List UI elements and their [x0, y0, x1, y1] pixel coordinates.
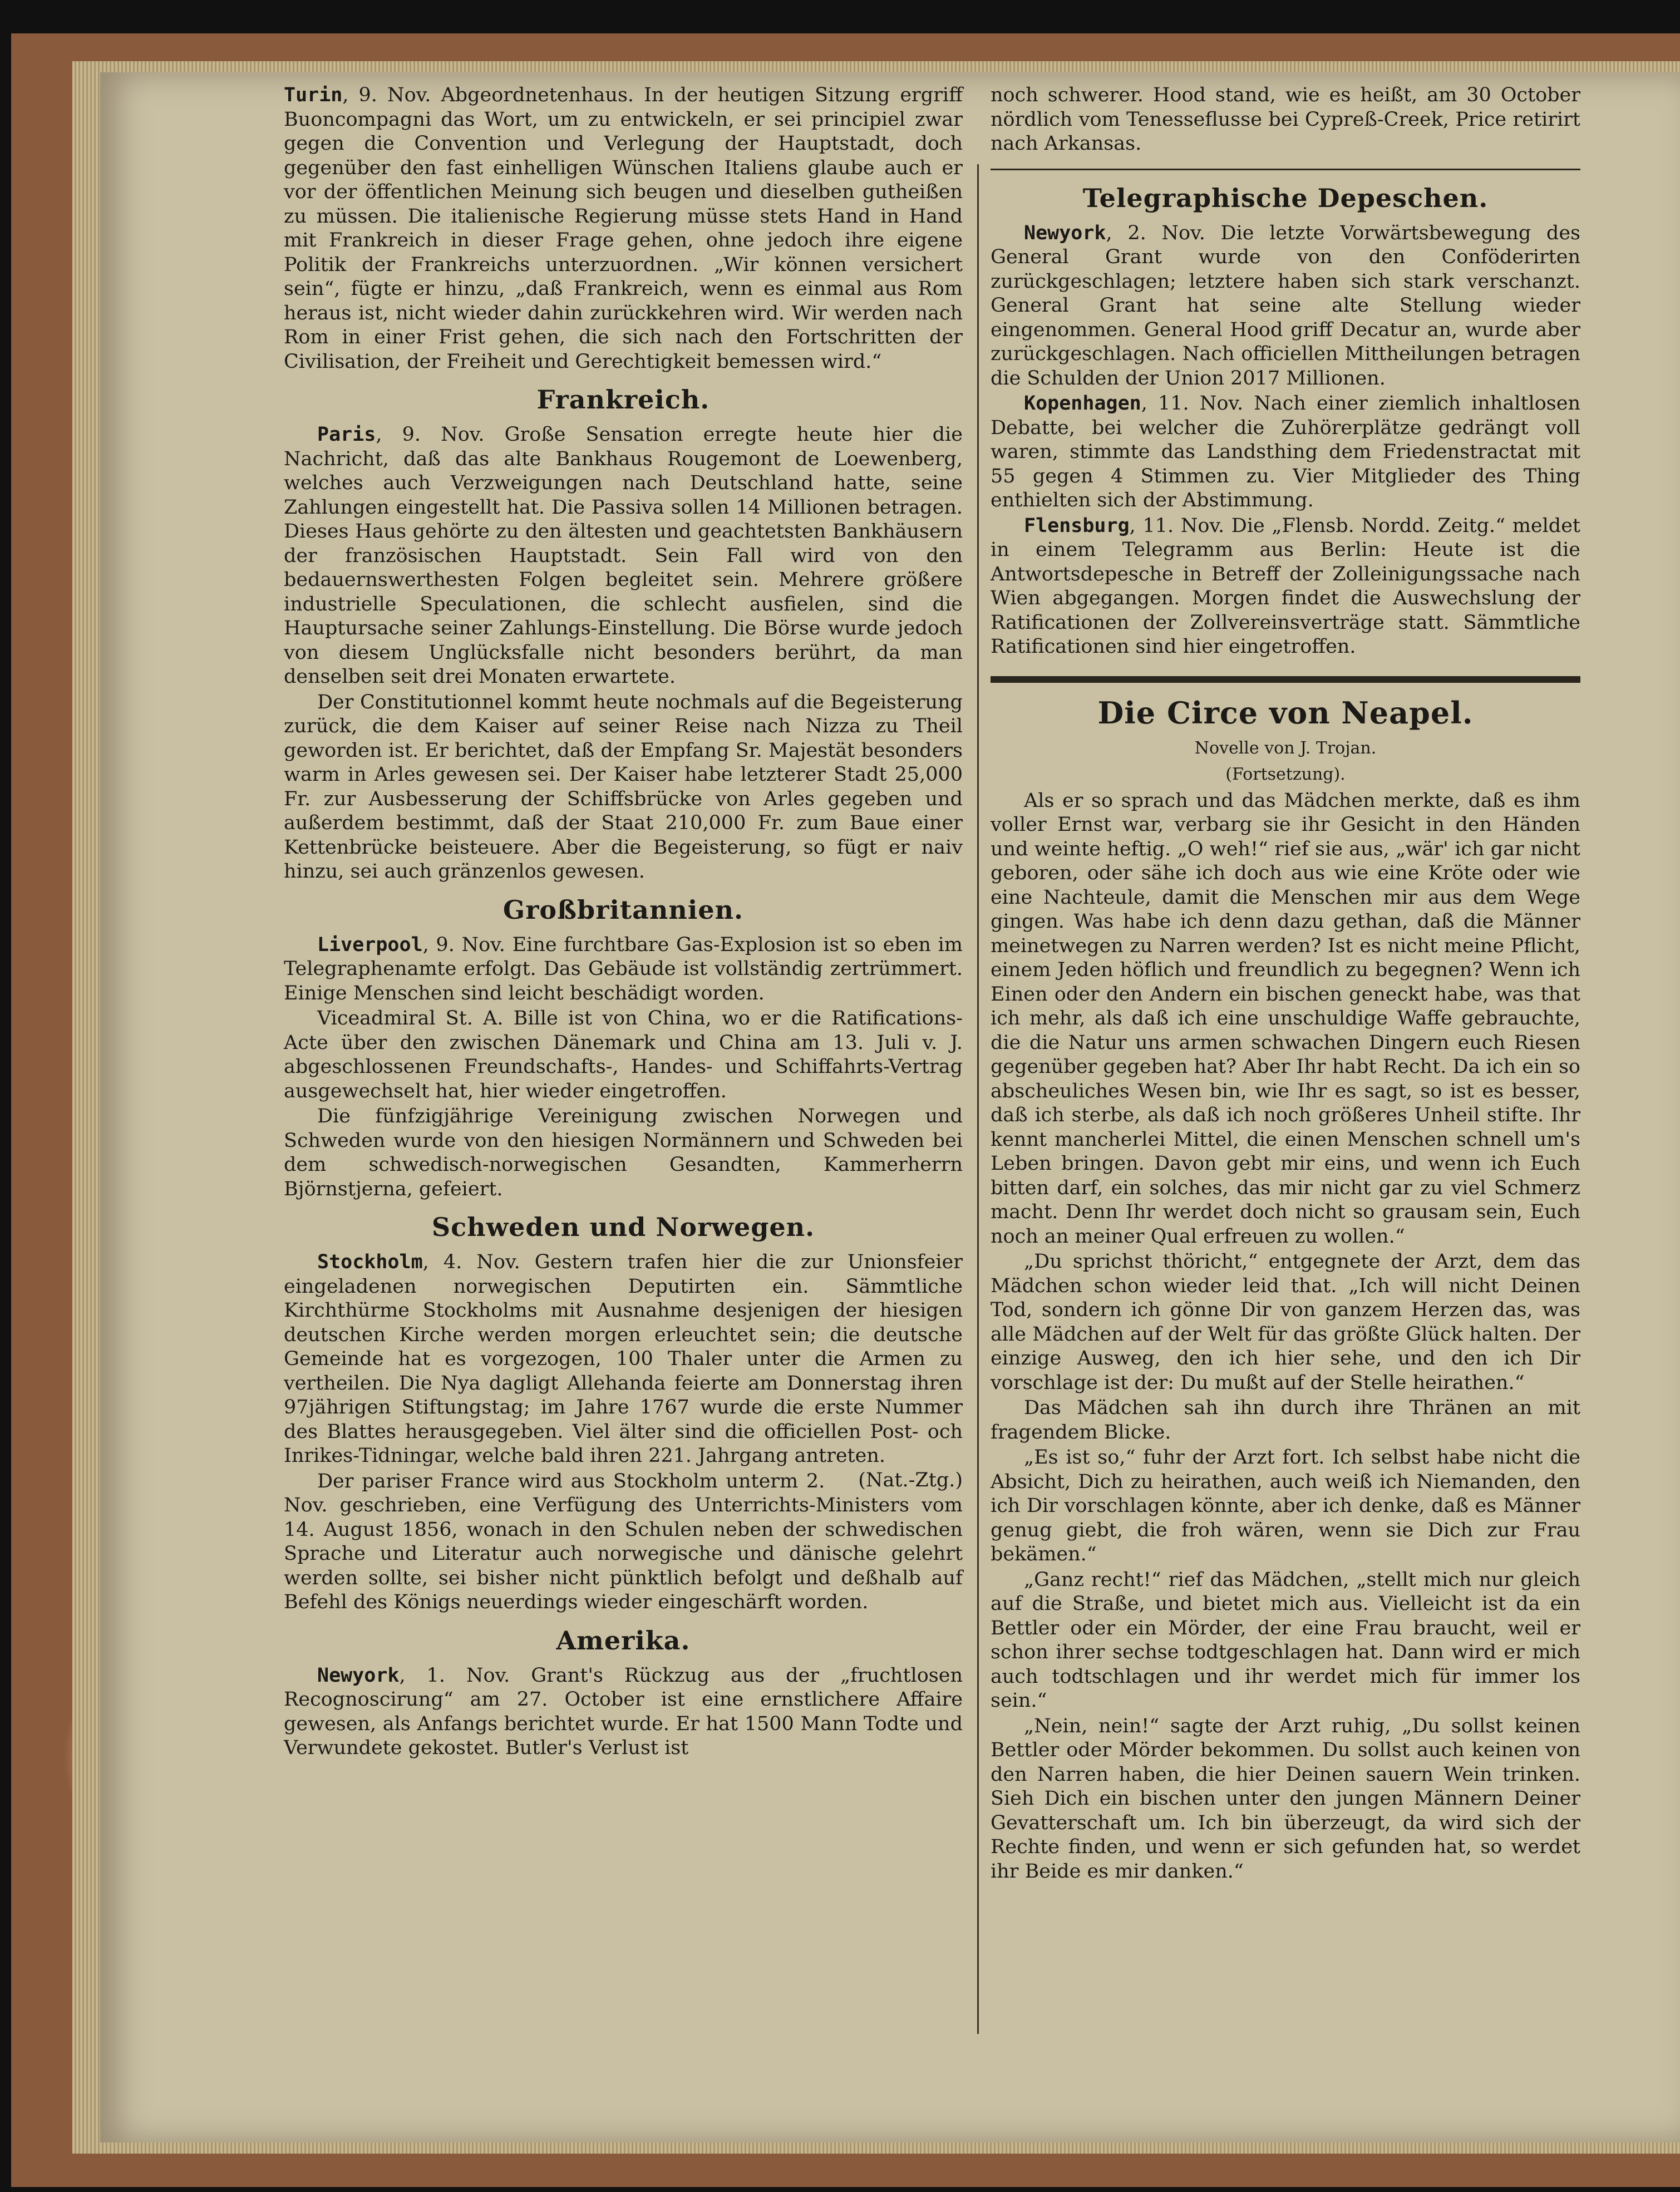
- novelle-paragraph: Das Mädchen sah ihn durch ihre Thränen an mit fragendem Blicke.: [991, 1397, 1580, 1444]
- place-paris: Paris: [317, 423, 376, 446]
- novelle-paragraph: „Du sprichst thöricht,“ entgegnete der Arzt, dem das Mädchen schon wieder leid that. „Ich will nicht Deinen Tod, sondern ich gönne Dir von ganzem Herzen das, was alle Mädchen auf der Welt für das größte Glück halten. Der einzige Ausweg, den ich hier sehe, und den ich Dir vorschlage ist der: Du mußt auf der Stelle heirathen.“: [991, 1250, 1580, 1394]
- liverpool-text: , 9. Nov. Eine furchtbare Gas-Explosion ist so eben im Telegraphenamte erfolgt. Das Gebäude ist vollständig zertrümmert. Einige Menschen sind leicht beschädigt worden.: [284, 933, 963, 1004]
- place-liverpool: Liverpool: [317, 933, 423, 956]
- novelle-paragraph: „Es ist so,“ fuhr der Arzt fort. Ich selbst habe nicht die Absicht, Dich zu heirathen, auch weiß ich Niemanden, den ich Dir vorschlagen könnte, aber ich denke, daß es Männer genug giebt, die froh wären, wenn sie Dich zur Frau bekämen.“: [991, 1446, 1580, 1565]
- heading-amerika: Amerika.: [556, 1625, 691, 1656]
- liverpool-article: [284, 933, 963, 1006]
- place-flensburg: Flensburg: [1024, 514, 1130, 537]
- novelle-title: Die Circe von Neapel.: [1097, 694, 1474, 731]
- column-divider: [977, 164, 979, 2034]
- novelle-paragraph: „Ganz recht!“ rief das Mädchen, „stellt mich nur gleich auf die Straße, und bietet mich aus. Vielleicht ist da ein Bettler oder ein Mörder, der eine Frau braucht, weil er schon ihrer sechse todtgeschlagen hat. Dann wird er mich auch todtschlagen und ihr werdet mich für immer los sein.“: [991, 1568, 1580, 1712]
- continuation-text: noch schwerer. Hood stand, wie es heißt, am 30 October nördlich vom Tenesseflusse bei Cypreß-Creek, Price retirirt nach Arkansas.: [991, 84, 1580, 155]
- place-kopenhagen: Kopenhagen: [1024, 392, 1141, 415]
- bille-article: Viceadmiral St. A. Bille ist von China, wo er die Ratifications-Acte über den zwischen Dänemark und China am 13. Juli v. J. abgeschlossenen Freundschafts-, Handes- und Schiffahrts-Vertrag ausgewechselt hat, hier wieder eingetroffen.: [284, 1007, 963, 1102]
- novelle-fortsetzung: (Fortsetzung).: [1225, 765, 1346, 784]
- section-rule: [991, 169, 1580, 170]
- novelle-paragraph: „Nein, nein!“ sagte der Arzt ruhig, „Du sollst keinen Bettler oder Mörder bekommen. Du sollst auch keinen von den Narren haben, die hier Deinen sauern Wein trinken. Sieh Dich ein bischen unter den jungen Männern Deiner Gevatterschaft um. Ich bin überzeugt, da wird sich der Rechte finden, und wenn er sich gefunden hat, so werdet ihr Beide es mir danken.“: [991, 1715, 1580, 1883]
- place-newyork: Newyork: [317, 1664, 400, 1687]
- constitutionnel-article: Der Constitutionnel kommt heute nochmals auf die Begeisterung zurück, die dem Kaiser auf seiner Reise nach Nizza zu Theil geworden ist. Er berichtet, daß der Empfang Sr. Majestät besonders warm in Arles gewesen sei. Der Kaiser habe letzterer Stadt 25,000 Fr. zur Ausbesserung der Schiffsbrücke von Arles gegeben und außerdem bestimmt, daß der Staat 210,000 Fr. zum Baue einer Kettenbrücke beisteuere. Aber die Begeisterung, so fügt er naiv hinzu, sei auch gränzenlos gewesen.: [284, 691, 963, 883]
- stockholm-text: , 4. Nov. Gestern trafen hier die zur Unionsfeier eingeladenen norwegischen Deputirten ein. Sämmtliche Kirchthürme Stockholms mit Ausnahme desjenigen der hiesigen deutschen Kirche werden morgen erleuchtet sein; die deutsche Gemeinde hat es vorgezogen, 100 Thaler unter die Armen zu vertheilen. Die Nya dagligt Allehanda feierte am Donnerstag ihren 97jährigen Stiftungstag; im Jahre 1767 wurde die erste Nummer des Blattes herausgegeben. Viel älter sind die officiellen Post- och Inrikes-Tidningar, welche bald ihren 221. Jahrgang antreten.: [284, 1251, 963, 1467]
- newyork-article: [284, 1664, 963, 1761]
- turin-article: [284, 83, 963, 374]
- heading-schweden: Schweden und Norwegen.: [431, 1212, 815, 1242]
- source-natztg: (Nat.-Ztg.): [858, 1469, 963, 1491]
- place-turin: Turin: [284, 84, 343, 106]
- novelle-byline: Novelle von J. Trojan.: [1194, 738, 1377, 758]
- place-newyork-2: Newyork: [1024, 221, 1106, 244]
- heading-frankreich: Frankreich.: [536, 385, 710, 415]
- depesche-flensburg-text: , 11. Nov. Die „Flensb. Nordd. Zeitg.“ meldet in einem Telegramm aus Berlin: Heute ist die Antwortsdepesche in Betreff der Zolleinigungssache nach Wien abgegangen. Morgen findet die Auswechslung der Ratificationen der Zollvereinsverträge statt. Sämmtliche Ratificationen sind hier eingetroffen.: [991, 514, 1580, 658]
- left-column: [284, 83, 963, 1762]
- feuilleton-rule: [991, 676, 1580, 683]
- depesche-kopenhagen-text: , 11. Nov. Nach einer ziemlich inhaltlosen Debatte, bei welcher die Zuhörerplätze gedrängt voll waren, stimmte das Landsthing dem Friedenstractat mit 55 gegen 4 Stimmen zu. Vier Mitglieder des Thing enthielten sich der Abstimmung.: [991, 392, 1580, 511]
- depesche-newyork: [991, 221, 1580, 391]
- heading-depeschen: Telegraphische Depeschen.: [1082, 183, 1489, 213]
- stockholm-article: [284, 1250, 963, 1491]
- paris-article: [284, 423, 963, 689]
- newyork-text: , 1. Nov. Grant's Rückzug aus der „fruchtlosen Recognoscirung“ am 27. October ist eine ernstlichere Affaire gewesen, als Anfangs berichtet wurde. Er hat 1500 Mann Todte und Verwundete gekostet. Butler's Verlust ist: [284, 1664, 963, 1759]
- turin-text: , 9. Nov. Abgeordnetenhaus. In der heutigen Sitzung ergriff Buoncompagni das Wort, um zu entwickeln, er sei principiel zwar gegen die Convention und Verlegung der Hauptstadt, doch gegenüber den fast einhelligen Wünschen Italiens glaube auch er vor der öffentlichen Meinung sich beugen und dieselben gutheißen zu müssen. Die italienische Regierung müsse stets Hand in Hand mit Frankreich in dieser Frage gehen, ohne jedoch ihre eigene Politik der Frankreichs unterzuordnen. „Wir können versichert sein“, fügte er hinzu, „daß Frankreich, wenn es einmal aus Rom heraus ist, nicht wieder dahin zurückkehren wird. Wir werden nach Rom in einer Frist gehen, die sich nach den Fortschritten der Civilisation, der Freiheit und Gerechtigkeit bemessen wird.“: [284, 84, 963, 373]
- depesche-newyork-text: , 2. Nov. Die letzte Vorwärtsbewegung des General Grant wurde von den Conföderirten zurückgeschlagen; letztere haben sich stark verschanzt. General Grant hat seine alte Stellung wieder eingenommen. General Hood griff Decatur an, wurde aber zurückgeschlagen. Nach officiellen Mittheilungen betragen die Schulden der Union 2017 Millionen.: [991, 221, 1580, 390]
- vereinigung-article: Die fünfzigjährige Vereinigung zwischen Norwegen und Schweden wurde von den hiesigen Normännern und Schweden bei dem schwedisch-norwegischen Gesandten, Kammerherrn Björnstjerna, gefeiert.: [284, 1105, 963, 1200]
- france-article: Der pariser France wird aus Stockholm unterm 2. Nov. geschrieben, eine Verfügung des Unterrichts-Ministers vom 14. August 1856, wonach in den Schulen neben der schwedischen Sprache und Literatur auch norwegische und dänische gelehrt werden sollte, sei bisher nicht pünktlich befolgt und deßhalb auf Befehl des Königs neuerdings wieder eingeschärft worden.: [284, 1470, 963, 1613]
- depesche-flensburg: [991, 514, 1580, 659]
- place-stockholm: Stockholm: [317, 1251, 423, 1273]
- paris-text: , 9. Nov. Große Sensation erregte heute hier die Nachricht, daß das alte Bankhaus Rougemont de Loewenberg, welches auch Verzweigungen nach Deutschland hatte, seine Zahlungen eingestellt hat. Die Passiva sollen 14 Millionen betragen. Dieses Haus gehörte zu den ältesten und geachtetsten Bankhäusern der französischen Hauptstadt. Sein Fall wird von den bedauernswerthesten Folgen begleitet sein. Mehrere größere industrielle Speculationen, die schlecht ausfielen, sind die Hauptursache seiner Zahlungs-Einstellung. Die Börse wurde jedoch von diesem Unglücksfalle nicht besonders berührt, da man denselben seit drei Monaten erwartete.: [284, 423, 963, 688]
- novelle-paragraph: Als er so sprach und das Mädchen merkte, daß es ihm voller Ernst war, verbarg sie ihr Gesicht in den Händen und weinte heftig. „O weh!“ rief sie aus, „wär' ich gar nicht geboren, oder sähe ich doch aus wie eine Kröte oder wie eine Nachteule, damit die Menschen mir aus dem Wege gingen. Was habe ich denn dazu gethan, daß die Männer meinetwegen zu Narren werden? Ist es nicht meine Pflicht, einem Jeden höflich und freundlich zu begegnen? Wenn ich Einen oder den Andern ein bischen geneckt habe, was that ich mehr, als daß ich eine unschuldige Waffe gebrauchte, die die Natur uns armen schwachen Dingern euch Riesen gegenüber gegeben hat? Aber Ihr habt Recht. Da ich ein so abscheuliches Wesen bin, wie Ihr es sagt, so ist es besser, daß ich sterbe, als daß ich noch größeres Unheil stifte. Ihr kennt mancherlei Mittel, die einen Menschen schnell um's Leben bringen. Davon gebt mir eins, und wenn ich Euch bitten darf, ein solches, das mir nicht gar zu viel Schmerz macht. Denn Ihr werdet doch nicht so grausam sein, Euch noch an meiner Qual erfreuen zu wollen.“: [991, 789, 1580, 1248]
- depesche-kopenhagen: [991, 392, 1580, 513]
- right-column: [991, 83, 1580, 1885]
- heading-grossbritannien: Großbritannien.: [502, 894, 744, 925]
